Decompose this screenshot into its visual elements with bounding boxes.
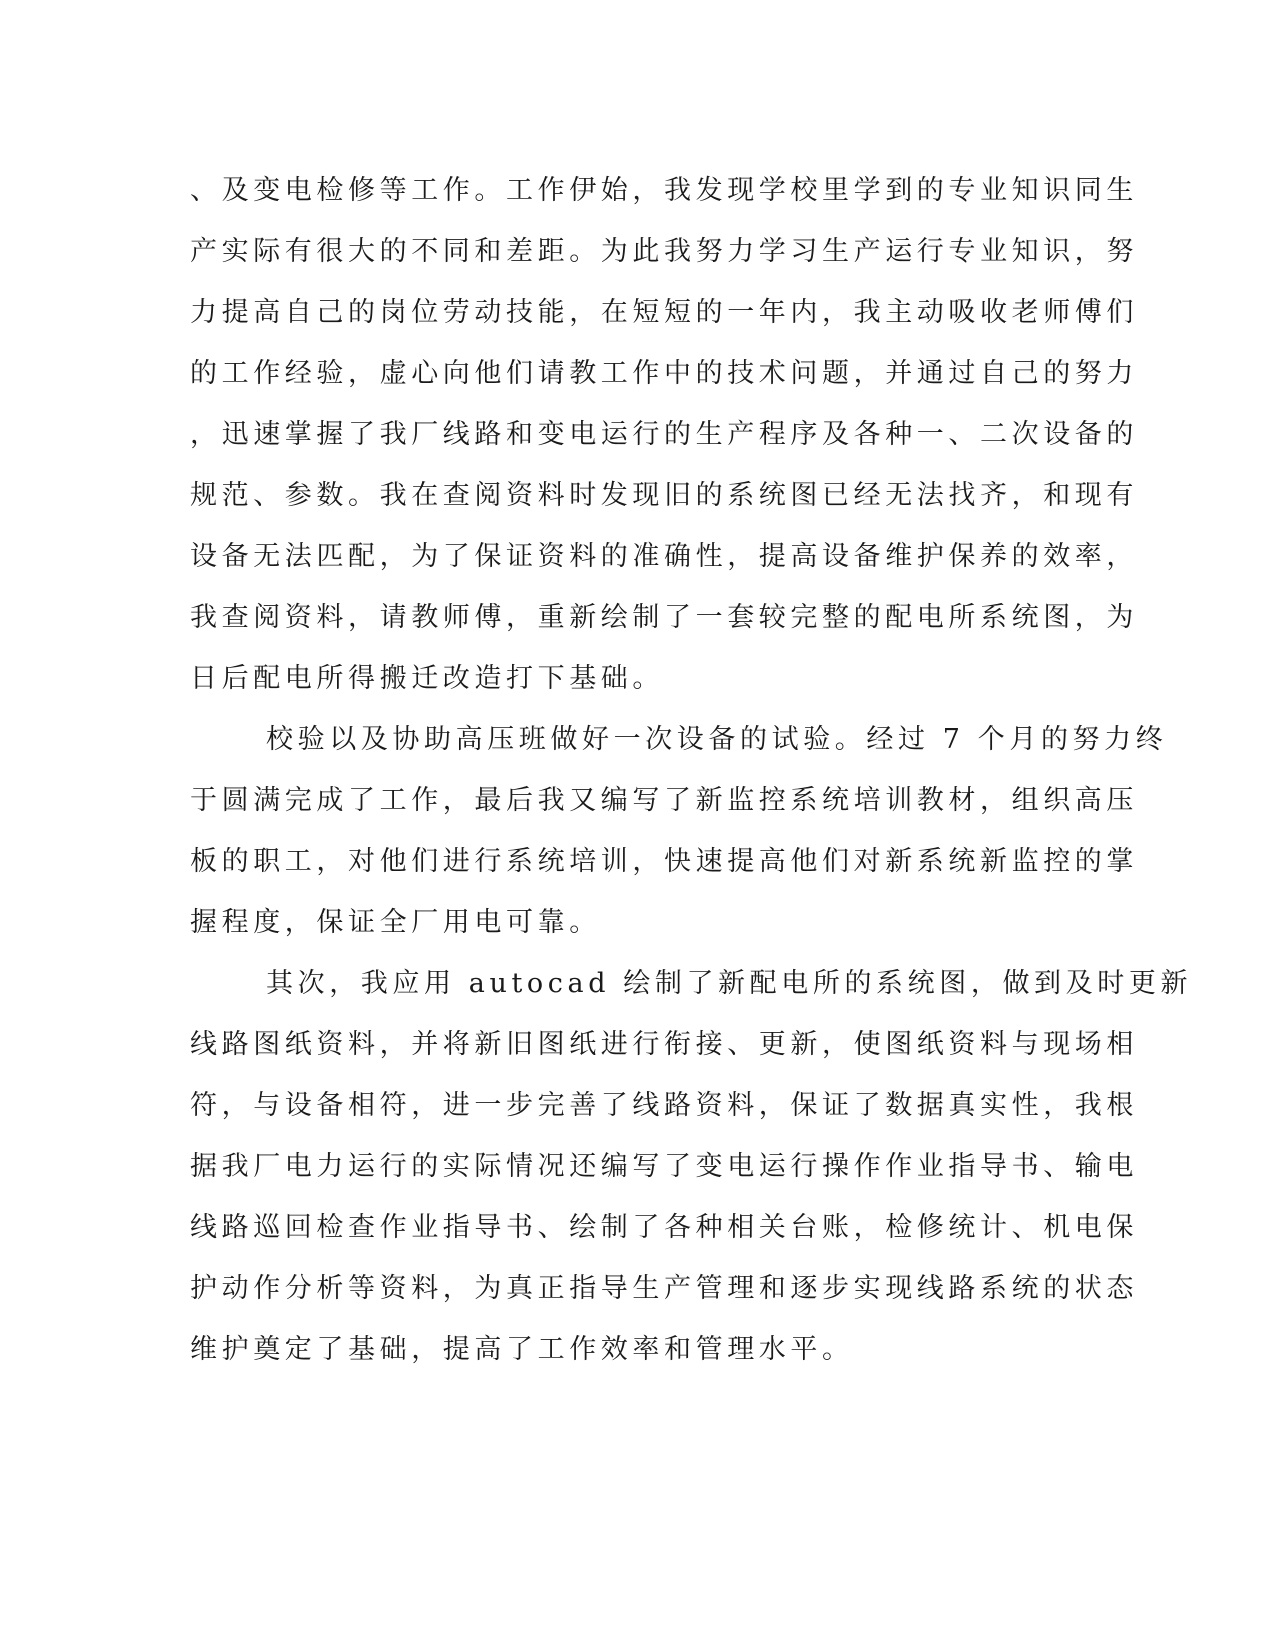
text-line: 的工作经验，虚心向他们请教工作中的技术问题，并通过自己的努力 — [190, 358, 1138, 389]
paragraph-3 — [190, 953, 1193, 1380]
text-line: ，迅速掌握了我厂线路和变电运行的生产程序及各种一、二次设备的 — [190, 419, 1138, 450]
text-line: 我查阅资料，请教师傅，重新绘制了一套较完整的配电所系统图，为 — [190, 602, 1138, 633]
text-line: 符，与设备相符，进一步完善了线路资料，保证了数据真实性，我根 — [190, 1090, 1138, 1121]
text-line: 握程度，保证全厂用电可靠。 — [190, 907, 601, 938]
text-line-indented: 校验以及协助高压班做好一次设备的试验。经过 7 个月的努力终 — [266, 724, 1168, 755]
text-line: 产实际有很大的不同和差距。为此我努力学习生产运行专业知识，努 — [190, 236, 1138, 267]
text-line: 设备无法匹配，为了保证资料的准确性，提高设备维护保养的效率， — [190, 541, 1138, 572]
text-line: 板的职工，对他们进行系统培训，快速提高他们对新系统新监控的掌 — [190, 846, 1138, 877]
text-line: 规范、参数。我在查阅资料时发现旧的系统图已经无法找齐，和现有 — [190, 480, 1138, 511]
paragraph-1 — [190, 160, 1138, 709]
text-line: 据我厂电力运行的实际情况还编写了变电运行操作作业指导书、输电 — [190, 1151, 1138, 1182]
text-line: 线路图纸资料，并将新旧图纸进行衔接、更新，使图纸资料与现场相 — [190, 1029, 1138, 1060]
text-line: 于圆满完成了工作，最后我又编写了新监控系统培训教材，组织高压 — [190, 785, 1138, 816]
text-line: 日后配电所得搬迁改造打下基础。 — [190, 663, 664, 694]
text-line: 力提高自己的岗位劳动技能，在短短的一年内，我主动吸收老师傅们 — [190, 297, 1138, 328]
text-line: 维护奠定了基础，提高了工作效率和管理水平。 — [190, 1334, 854, 1365]
paragraph-2 — [190, 709, 1168, 953]
text-line: 、及变电检修等工作。工作伊始，我发现学校里学到的专业知识同生 — [190, 175, 1138, 206]
text-line-indented: 其次，我应用 autocad 绘制了新配电所的系统图，做到及时更新 — [266, 968, 1193, 999]
text-line: 护动作分析等资料，为真正指导生产管理和逐步实现线路系统的状态 — [190, 1273, 1138, 1304]
document-body — [190, 160, 1193, 1380]
text-line: 线路巡回检查作业指导书、绘制了各种相关台账，检修统计、机电保 — [190, 1212, 1138, 1243]
